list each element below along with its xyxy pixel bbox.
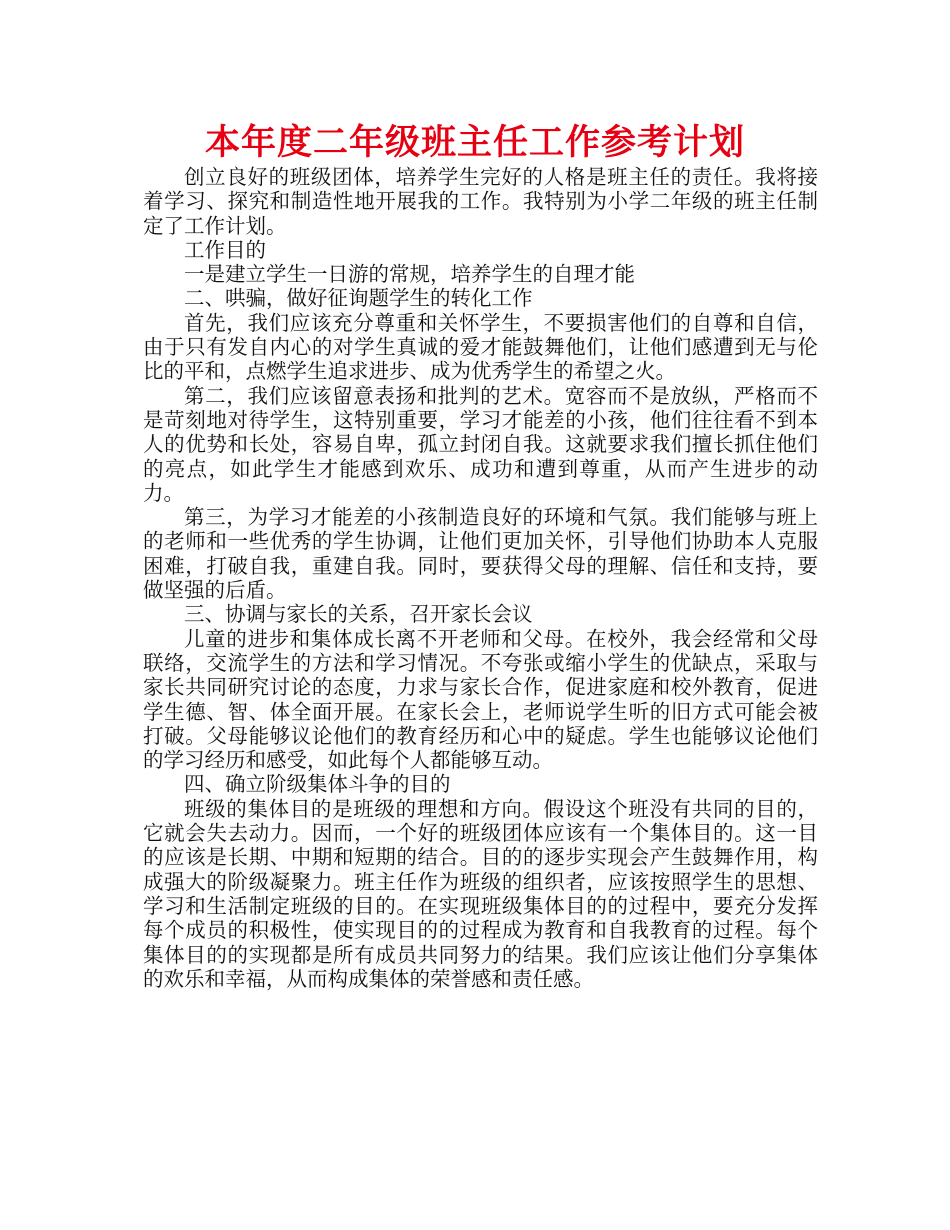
- heading-item-two: 二、哄骗，做好征询题学生的转化工作: [184, 286, 533, 311]
- paragraph-third: 第三，为学习才能差的小孩制造良好的环境和气氛。我们能够与班上的老师和一些优秀的学生协调，让他们更加关怀，引导他们协助本人克服困难，打破自我，重建自我。同时，要获得父母的理解、信任和支持，要做坚强的后盾。: [143, 505, 818, 603]
- document-body: [143, 165, 818, 991]
- paragraph-class-goals: 班级的集体目的是班级的理想和方向。假设这个班没有共同的目的，它就会失去动力。因而，一个好的班级团体应该有一个集体目的。这一目的应该是长期、中期和短期的结合。目的的逐步实现会产生鼓舞作用，构成强大的阶级凝聚力。班主任作为班级的组织者，应该按照学生的思想、学习和生活制定班级的目的。在实现班级集体目的的过程中，要充分发挥每个成员的积极性，使实现目的的过程成为教育和自我教育的过程。每个集体目的的实现都是所有成员共同努力的结果。我们应该让他们分享集体的欢乐和幸福，从而构成集体的荣誉感和责任感。: [143, 796, 818, 991]
- paragraph-second: 第二，我们应该留意表扬和批判的艺术。宽容而不是放纵，严格而不是苛刻地对待学生，这特别重要，学习才能差的小孩，他们往往看不到本人的优势和长处，容易自卑，孤立封闭自我。这就要求我们擅长抓住他们的亮点，如此学生才能感到欢乐、成功和遭到尊重，从而产生进步的动力。: [143, 383, 818, 505]
- document-title: 本年度二年级班主任工作参考计划: [204, 123, 745, 163]
- heading-item-one: 一是建立学生一日游的常规，培养学生的自理才能: [184, 262, 635, 287]
- heading-item-three: 三、协调与家长的关系，召开家长会议: [184, 602, 533, 627]
- paragraph-intro: 创立良好的班级团体，培养学生完好的人格是班主任的责任。我将接着学习、探究和制造性地开展我的工作。我特别为小学二年级的班主任制定了工作计划。: [143, 165, 818, 238]
- heading-item-four: 四、确立阶级集体斗争的目的: [184, 772, 451, 797]
- paragraph-first: 首先，我们应该充分尊重和关怀学生，不要损害他们的自尊和自信，由于只有发自内心的对学生真诚的爱才能鼓舞他们，让他们感遭到无与伦比的平和，点燃学生追求进步、成为优秀学生的希望之火。: [143, 310, 818, 384]
- paragraph-parents: 儿童的进步和集体成长离不开老师和父母。在校外，我会经常和父母联络，交流学生的方法和学习情况。不夸张或缩小学生的优缺点，采取与家长共同研究讨论的态度，力求与家长合作，促进家庭和校外教育，促进学生德、智、体全面开展。在家长会上，老师说学生听的旧方式可能会被打破。父母能够议论他们的教育经历和心中的疑虑。学生也能够议论他们的学习经历和感受，如此每个人都能够互动。: [143, 626, 818, 773]
- heading-work-goals: 工作目的: [184, 237, 266, 262]
